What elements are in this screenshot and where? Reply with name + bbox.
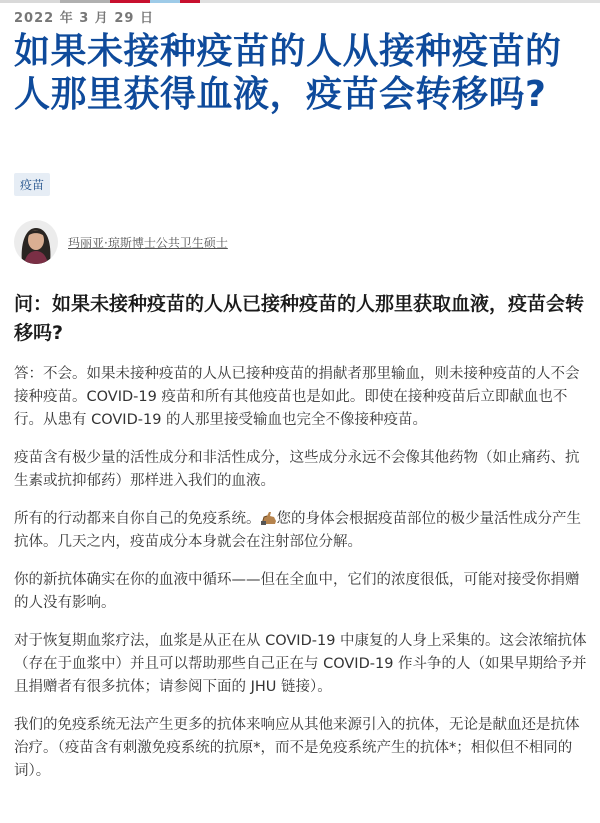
paragraph: 对于恢复期血浆疗法，血浆是从正在从 COVID-19 中康复的人身上采集的。这会浓缩抗体（存在于血浆中）并且可以帮助那些自己正在与 COVID-19 作斗争的人（如果早期给予并且捐赠者有很多抗体；请参阅下面的 JHU 链接）。 [14,633,587,695]
paragraph-text: 所有的行动都来自你自己的免疫系统。 [14,511,261,527]
strip-segment [110,0,150,3]
strip-segment [180,0,200,3]
paragraph: 我们的免疫系统无法产生更多的抗体来响应从其他来源引入的抗体，无论是献血还是抗体治疗。（疫苗含有刺激免疫系统的抗原*，而不是免疫系统产生的抗体*；相似但不相同的词）。 [14,717,580,779]
topic-tag[interactable]: 疫苗 [14,173,50,196]
publish-date: 2022 年 3 月 29 日 [14,11,154,26]
top-color-strip [0,0,600,3]
flexed-arm-icon [261,510,277,524]
strip-segment [60,0,110,3]
author-byline [14,219,228,265]
paragraph: 疫苗含有极少量的活性成分和非活性成分，这些成分永远不会像其他药物（如止痛药、抗生素或抗抑郁药）那样进入我们的血液。 [14,450,580,489]
strip-segment [150,0,180,3]
article-body [14,363,588,798]
article-title: 如果未接种疫苗的人从接种疫苗的人那里获得血液，疫苗会转移吗? [14,31,562,115]
strip-segment [0,0,60,3]
question-heading: 问：如果未接种疫苗的人从已接种疫苗的人那里获取血液，疫苗会转移吗? [14,293,585,344]
author-avatar[interactable] [14,220,58,264]
author-name[interactable]: 玛丽亚·琼斯博士公共卫生硕士 [68,235,228,250]
strip-segment [200,0,600,3]
paragraph-text: 您的身体会根据疫苗部位的极少量活性成分产生抗体。几天之内，疫苗成分本身就会在注射部位分解。 [14,511,581,550]
paragraph [14,508,588,554]
paragraph: 你的新抗体确实在你的血液中循环——但在全血中，它们的浓度很低，可能对接受你捐赠的人没有影响。 [14,572,580,611]
paragraph: 答：不会。如果未接种疫苗的人从已接种疫苗的捐献者那里输血，则未接种疫苗的人不会接种疫苗。COVID-19 疫苗和所有其他疫苗也是如此。即使在接种疫苗后立即献血也不行。从患有 COVID-19 的人那里接受输血也完全不像接种疫苗。 [14,366,580,428]
